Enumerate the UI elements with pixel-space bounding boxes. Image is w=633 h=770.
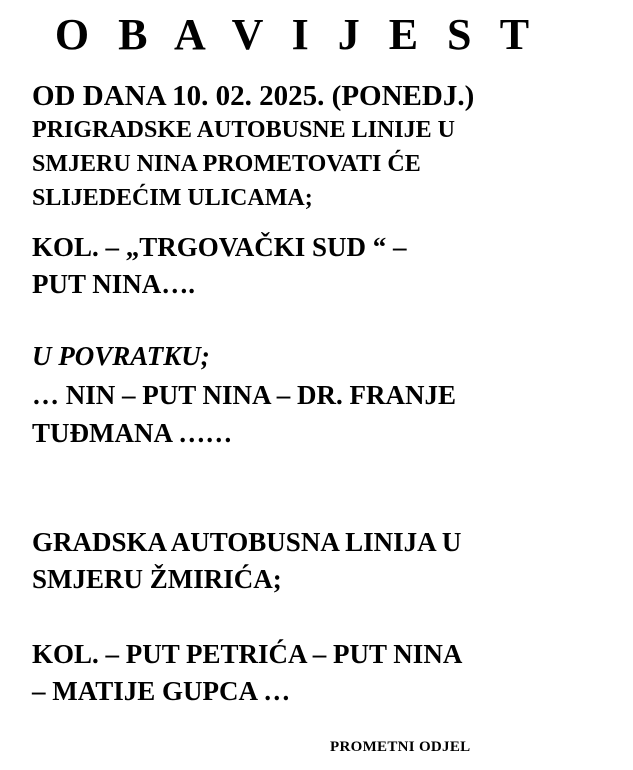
date-line: OD DANA 10. 02. 2025. (PONEDJ.) (32, 80, 475, 112)
route-out-line-2: PUT NINA…. (32, 269, 196, 299)
route-out-line-1: KOL. – „TRGOVAČKI SUD “ – (32, 232, 407, 262)
city-route-line-1: KOL. – PUT PETRIĆA – PUT NINA (32, 639, 463, 669)
notice-title: O B A V I J E S T (54, 10, 539, 59)
signature: PROMETNI ODJEL (330, 739, 471, 755)
intro-line-3: SLIJEDEĆIM ULICAMA; (32, 185, 313, 211)
route-return-line-2: TUĐMANA …… (32, 418, 233, 448)
intro-line-1: PRIGRADSKE AUTOBUSNE LINIJE U (32, 117, 455, 143)
intro-line-2: SMJERU NINA PROMETOVATI ĆE (32, 151, 421, 177)
city-route-line-2: – MATIJE GUPCA … (32, 676, 291, 706)
route-return-line-1: … NIN – PUT NINA – DR. FRANJE (32, 380, 457, 410)
return-heading: U POVRATKU; (32, 341, 210, 371)
city-line-2: SMJERU ŽMIRIĆA; (32, 564, 282, 594)
city-line-1: GRADSKA AUTOBUSNA LINIJA U (32, 527, 462, 557)
